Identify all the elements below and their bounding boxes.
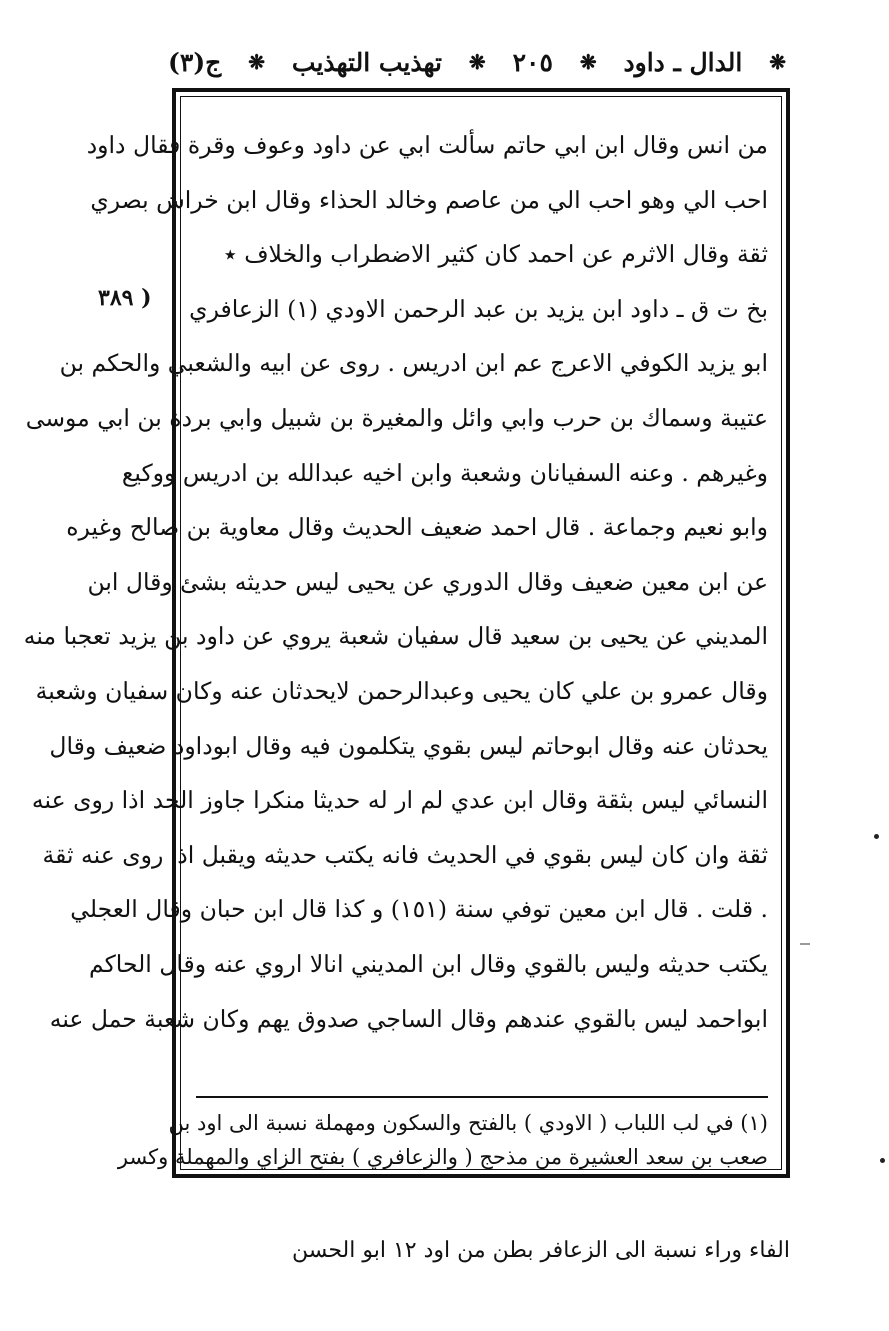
text-line: . قلت . قال ابن معين توفي سنة (١٥١) و كذا قال ابن حبان وقال العجلي <box>70 895 768 924</box>
volume-label: ج(٣) <box>168 47 222 77</box>
text-line: المديني عن يحيى بن سعيد قال سفيان شعبة يروي عن داود بن يزيد تعجبا منه <box>23 622 768 651</box>
entry-number: ( ٣٨٩ <box>98 285 152 311</box>
ornament-icon: ❋ <box>579 50 597 74</box>
text-line: وابو نعيم وجماعة . قال احمد ضعيف الحديث وقال معاوية بن صالح وغيره <box>66 513 768 542</box>
text-line: ثقة وان كان ليس بقوي في الحديث فانه يكتب حديثه ويقبل اذا روى عنه ثقة <box>42 840 768 869</box>
footnote-line: (١) في لب اللباب ( الاودي ) بالفتح والسكون ومهملة نسبة الى اود بن <box>168 1111 768 1135</box>
text-line: ثقة وقال الاثرم عن احمد كان كثير الاضطراب والخلاف ٭ <box>223 240 768 269</box>
text-line: النسائي ليس بثقة وقال ابن عدي لم ار له حديثا منكرا جاوز الحد اذا روى عنه <box>31 786 768 815</box>
footnote-continuation: الفاء وراء نسبة الى الزعافر بطن من اود ١٢ ابو الحسن <box>291 1238 790 1263</box>
text-line: يحدثان عنه وقال ابوحاتم ليس بقوي يتكلمون فيه وقال ابوداود ضعيف وقال <box>49 731 768 760</box>
section-title: الدال ـ داود <box>623 47 743 77</box>
footnote-divider <box>196 1096 768 1098</box>
text-line: وغيرهم . وعنه السفيانان وشعبة وابن اخيه عبدالله بن ادريس ووكيع <box>121 458 768 487</box>
text-line: عتيبة وسماك بن حرب وابي وائل والمغيرة بن شبيل وابي بردة بن ابي موسى <box>25 403 768 432</box>
scan-mark <box>800 943 810 945</box>
footnotes <box>117 1106 768 1174</box>
page-number: ٢٠٥ <box>512 47 553 77</box>
page-header <box>168 40 788 84</box>
text-line: من انس وقال ابن ابي حاتم سألت ابي عن داود وعوف وقرة فقال داود <box>86 131 768 159</box>
text-line: ابواحمد ليس بالقوي عندهم وقال الساجي صدوق يهم وكان شعبة حمل عنه <box>49 1004 768 1033</box>
text-line: وقال عمرو بن علي كان يحيى وعبدالرحمن لايحدثان عنه وكان سفيان وشعبة <box>35 676 768 705</box>
book-title: تهذيب التهذيب <box>291 47 442 77</box>
scan-speck <box>874 834 879 839</box>
text-line: احب الي وهو احب الي من عاصم وخالد الحذاء وقال ابن خراش بصري <box>90 185 768 214</box>
text-line: عن ابن معين ضعيف وقال الدوري عن يحيى ليس حديثه بشئ وقال ابن <box>87 567 768 596</box>
text-line: يكتب حديثه وليس بالقوي وقال ابن المديني انالا اروي عنه وقال الحاكم <box>88 949 768 978</box>
ornament-icon: ❋ <box>468 50 486 74</box>
ornament-icon: ❋ <box>248 50 265 74</box>
ornament-icon: ❋ <box>769 50 786 74</box>
text-line: بخ ت ق ـ داود ابن يزيد بن عبد الرحمن الاودي (١) الزعافري <box>189 294 768 323</box>
scan-speck <box>880 1158 885 1163</box>
footnote-line: صعب بن سعد العشيرة من مذحج ( والزعافري ) بفتح الزاي والمهملة وكسر <box>117 1145 768 1169</box>
text-line: ابو يزيد الكوفي الاعرج عم ابن ادريس . روى عن ابيه والشعبي والحكم بن <box>59 349 768 378</box>
